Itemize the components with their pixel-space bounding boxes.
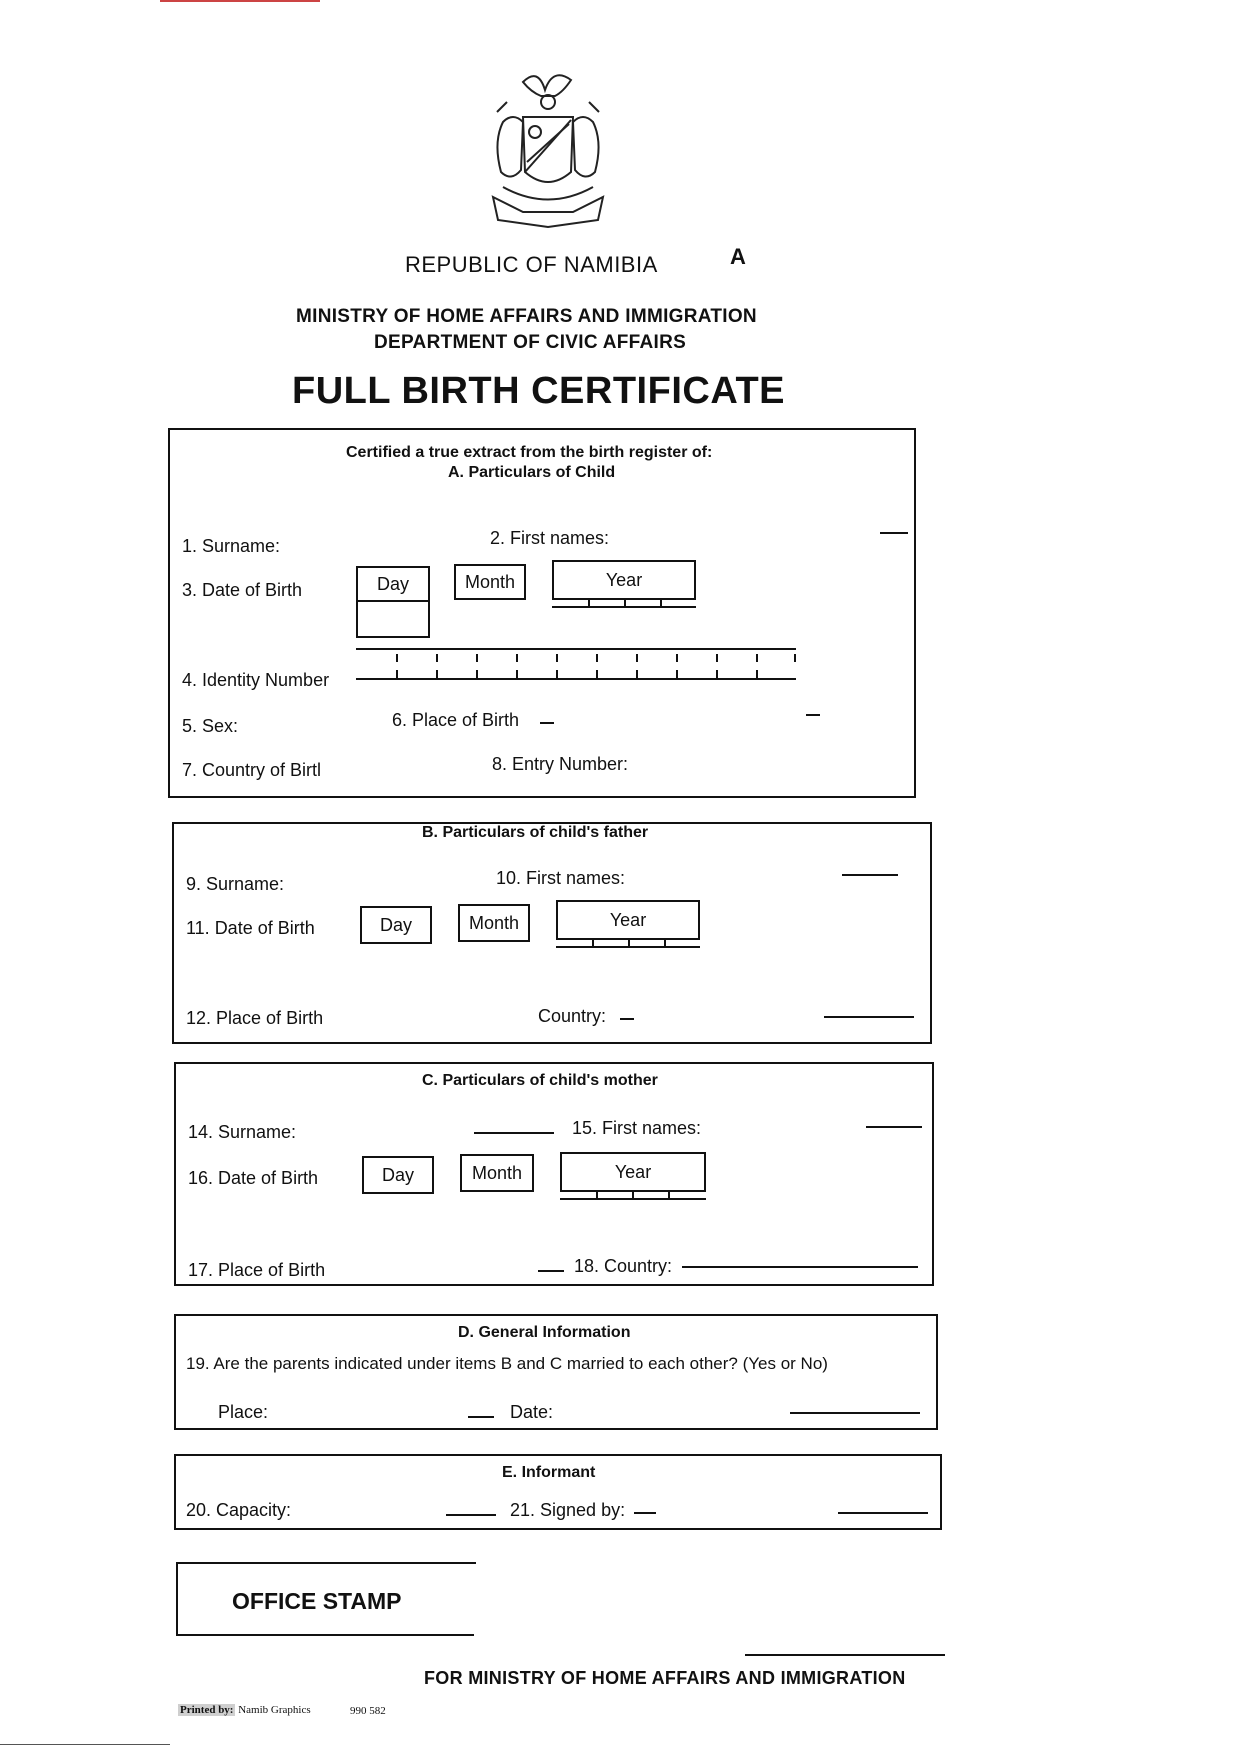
- father-dob-label: 11. Date of Birth: [186, 918, 315, 938]
- ministry-heading: MINISTRY OF HOME AFFAIRS AND IMMIGRATION: [296, 306, 757, 327]
- mother-country-line[interactable]: [682, 1266, 918, 1268]
- father-dob-day-box[interactable]: [360, 906, 432, 944]
- day-label: Day: [376, 574, 409, 594]
- day-label: Day: [379, 915, 412, 935]
- child-place-of-birth-end-line: [806, 714, 820, 716]
- section-e-box: [174, 1454, 942, 1530]
- section-a-box: [168, 428, 916, 798]
- father-dob-year-ticks: [556, 938, 700, 948]
- month-label: Month: [464, 572, 516, 592]
- child-sex-label: 5. Sex:: [182, 716, 239, 736]
- child-surname-label: 1. Surname:: [182, 536, 281, 556]
- informant-capacity-label: 20. Capacity:: [186, 1500, 292, 1520]
- marriage-date-label: Date:: [510, 1402, 554, 1422]
- father-country-end-line: [824, 1016, 914, 1018]
- father-country-label: Country:: [538, 1006, 607, 1026]
- document-title: FULL BIRTH CERTIFICATE: [292, 370, 785, 412]
- child-id-label: 4. Identity Number: [182, 670, 330, 690]
- child-id-ticks-top: [356, 646, 796, 654]
- printed-by: [178, 1704, 311, 1716]
- month-label: Month: [471, 1163, 523, 1183]
- year-label: Year: [605, 570, 643, 590]
- section-a-intro: Certified a true extract from the birth register of:: [346, 444, 713, 461]
- marriage-place-label: Place:: [218, 1402, 269, 1422]
- top-edge-mark: [160, 0, 320, 2]
- bottom-edge-mark: [0, 1744, 170, 1745]
- mother-dob-year-ticks: [560, 1190, 706, 1200]
- mother-surname-line[interactable]: [474, 1132, 554, 1134]
- section-b-box: [172, 822, 932, 1044]
- section-a-title: A. Particulars of Child: [448, 464, 616, 481]
- father-dob-year-box[interactable]: [556, 900, 700, 940]
- father-country-line[interactable]: [620, 1018, 634, 1020]
- father-surname-label: 9. Surname:: [186, 874, 285, 894]
- form-code: 990 582: [350, 1705, 386, 1717]
- republic-heading: REPUBLIC OF NAMIBIA: [405, 252, 658, 277]
- child-place-of-birth-line[interactable]: [540, 722, 554, 724]
- office-stamp-top-line: [176, 1562, 476, 1564]
- child-first-names-line[interactable]: [880, 532, 908, 534]
- section-c-title: C. Particulars of child's mother: [422, 1072, 658, 1089]
- child-entry-number-label: 8. Entry Number:: [492, 754, 629, 774]
- informant-signed-by-line[interactable]: [634, 1512, 656, 1514]
- child-dob-day-entry[interactable]: [356, 602, 430, 638]
- department-heading: DEPARTMENT OF CIVIC AFFAIRS: [374, 332, 687, 353]
- child-dob-month-box[interactable]: [454, 564, 526, 600]
- section-d-title: D. General Information: [458, 1324, 631, 1341]
- father-first-names-line[interactable]: [842, 874, 898, 876]
- marriage-date-line[interactable]: [790, 1412, 920, 1414]
- signature-line[interactable]: [745, 1654, 945, 1656]
- section-e-title: E. Informant: [502, 1464, 596, 1481]
- child-first-names-label: 2. First names:: [490, 528, 610, 548]
- section-b-title: B. Particulars of child's father: [422, 824, 649, 841]
- mother-first-names-label: 15. First names:: [572, 1118, 702, 1138]
- coat-of-arms-icon: [483, 62, 613, 232]
- mother-dob-month-box[interactable]: [460, 1154, 534, 1192]
- mother-place-of-birth-line[interactable]: [538, 1270, 564, 1272]
- child-dob-year-ticks: [552, 598, 696, 608]
- year-label: Year: [614, 1162, 652, 1182]
- mother-place-of-birth-label: 17. Place of Birth: [188, 1260, 326, 1280]
- month-label: Month: [468, 913, 520, 933]
- mother-surname-label: 14. Surname:: [188, 1122, 297, 1142]
- father-place-of-birth-label: 12. Place of Birth: [186, 1008, 324, 1028]
- child-id-entry[interactable]: [356, 670, 796, 680]
- child-place-of-birth-label: 6. Place of Birth: [392, 710, 520, 730]
- informant-capacity-line[interactable]: [446, 1514, 496, 1516]
- parents-married-question: 19. Are the parents indicated under items B and C married to each other? (Yes or No): [186, 1354, 828, 1373]
- mother-country-label: 18. Country:: [574, 1256, 673, 1276]
- informant-signature-line[interactable]: [838, 1512, 928, 1514]
- printed-by-label: Printed by:: [180, 1704, 234, 1716]
- office-stamp-label: OFFICE STAMP: [232, 1588, 402, 1614]
- day-label: Day: [381, 1165, 414, 1185]
- mother-dob-label: 16. Date of Birth: [188, 1168, 319, 1188]
- mother-first-names-line[interactable]: [866, 1126, 922, 1128]
- child-dob-label: 3. Date of Birth: [182, 580, 303, 600]
- section-c-box: [174, 1062, 934, 1286]
- printer-name: Namib Graphics: [238, 1704, 311, 1716]
- informant-signed-by-label: 21. Signed by:: [510, 1500, 626, 1520]
- father-dob-month-box[interactable]: [458, 904, 530, 942]
- form-letter: A: [730, 244, 746, 269]
- child-dob-year-box[interactable]: [552, 560, 696, 600]
- marriage-place-line[interactable]: [468, 1416, 494, 1418]
- father-first-names-label: 10. First names:: [496, 868, 626, 888]
- year-label: Year: [609, 910, 647, 930]
- mother-dob-year-box[interactable]: [560, 1152, 706, 1192]
- footer-ministry: FOR MINISTRY OF HOME AFFAIRS AND IMMIGRATION: [424, 1668, 906, 1688]
- mother-dob-day-box[interactable]: [362, 1156, 434, 1194]
- child-dob-day-box[interactable]: [356, 566, 430, 602]
- section-d-box: [174, 1314, 938, 1430]
- child-country-label: 7. Country of Birtl: [182, 760, 322, 780]
